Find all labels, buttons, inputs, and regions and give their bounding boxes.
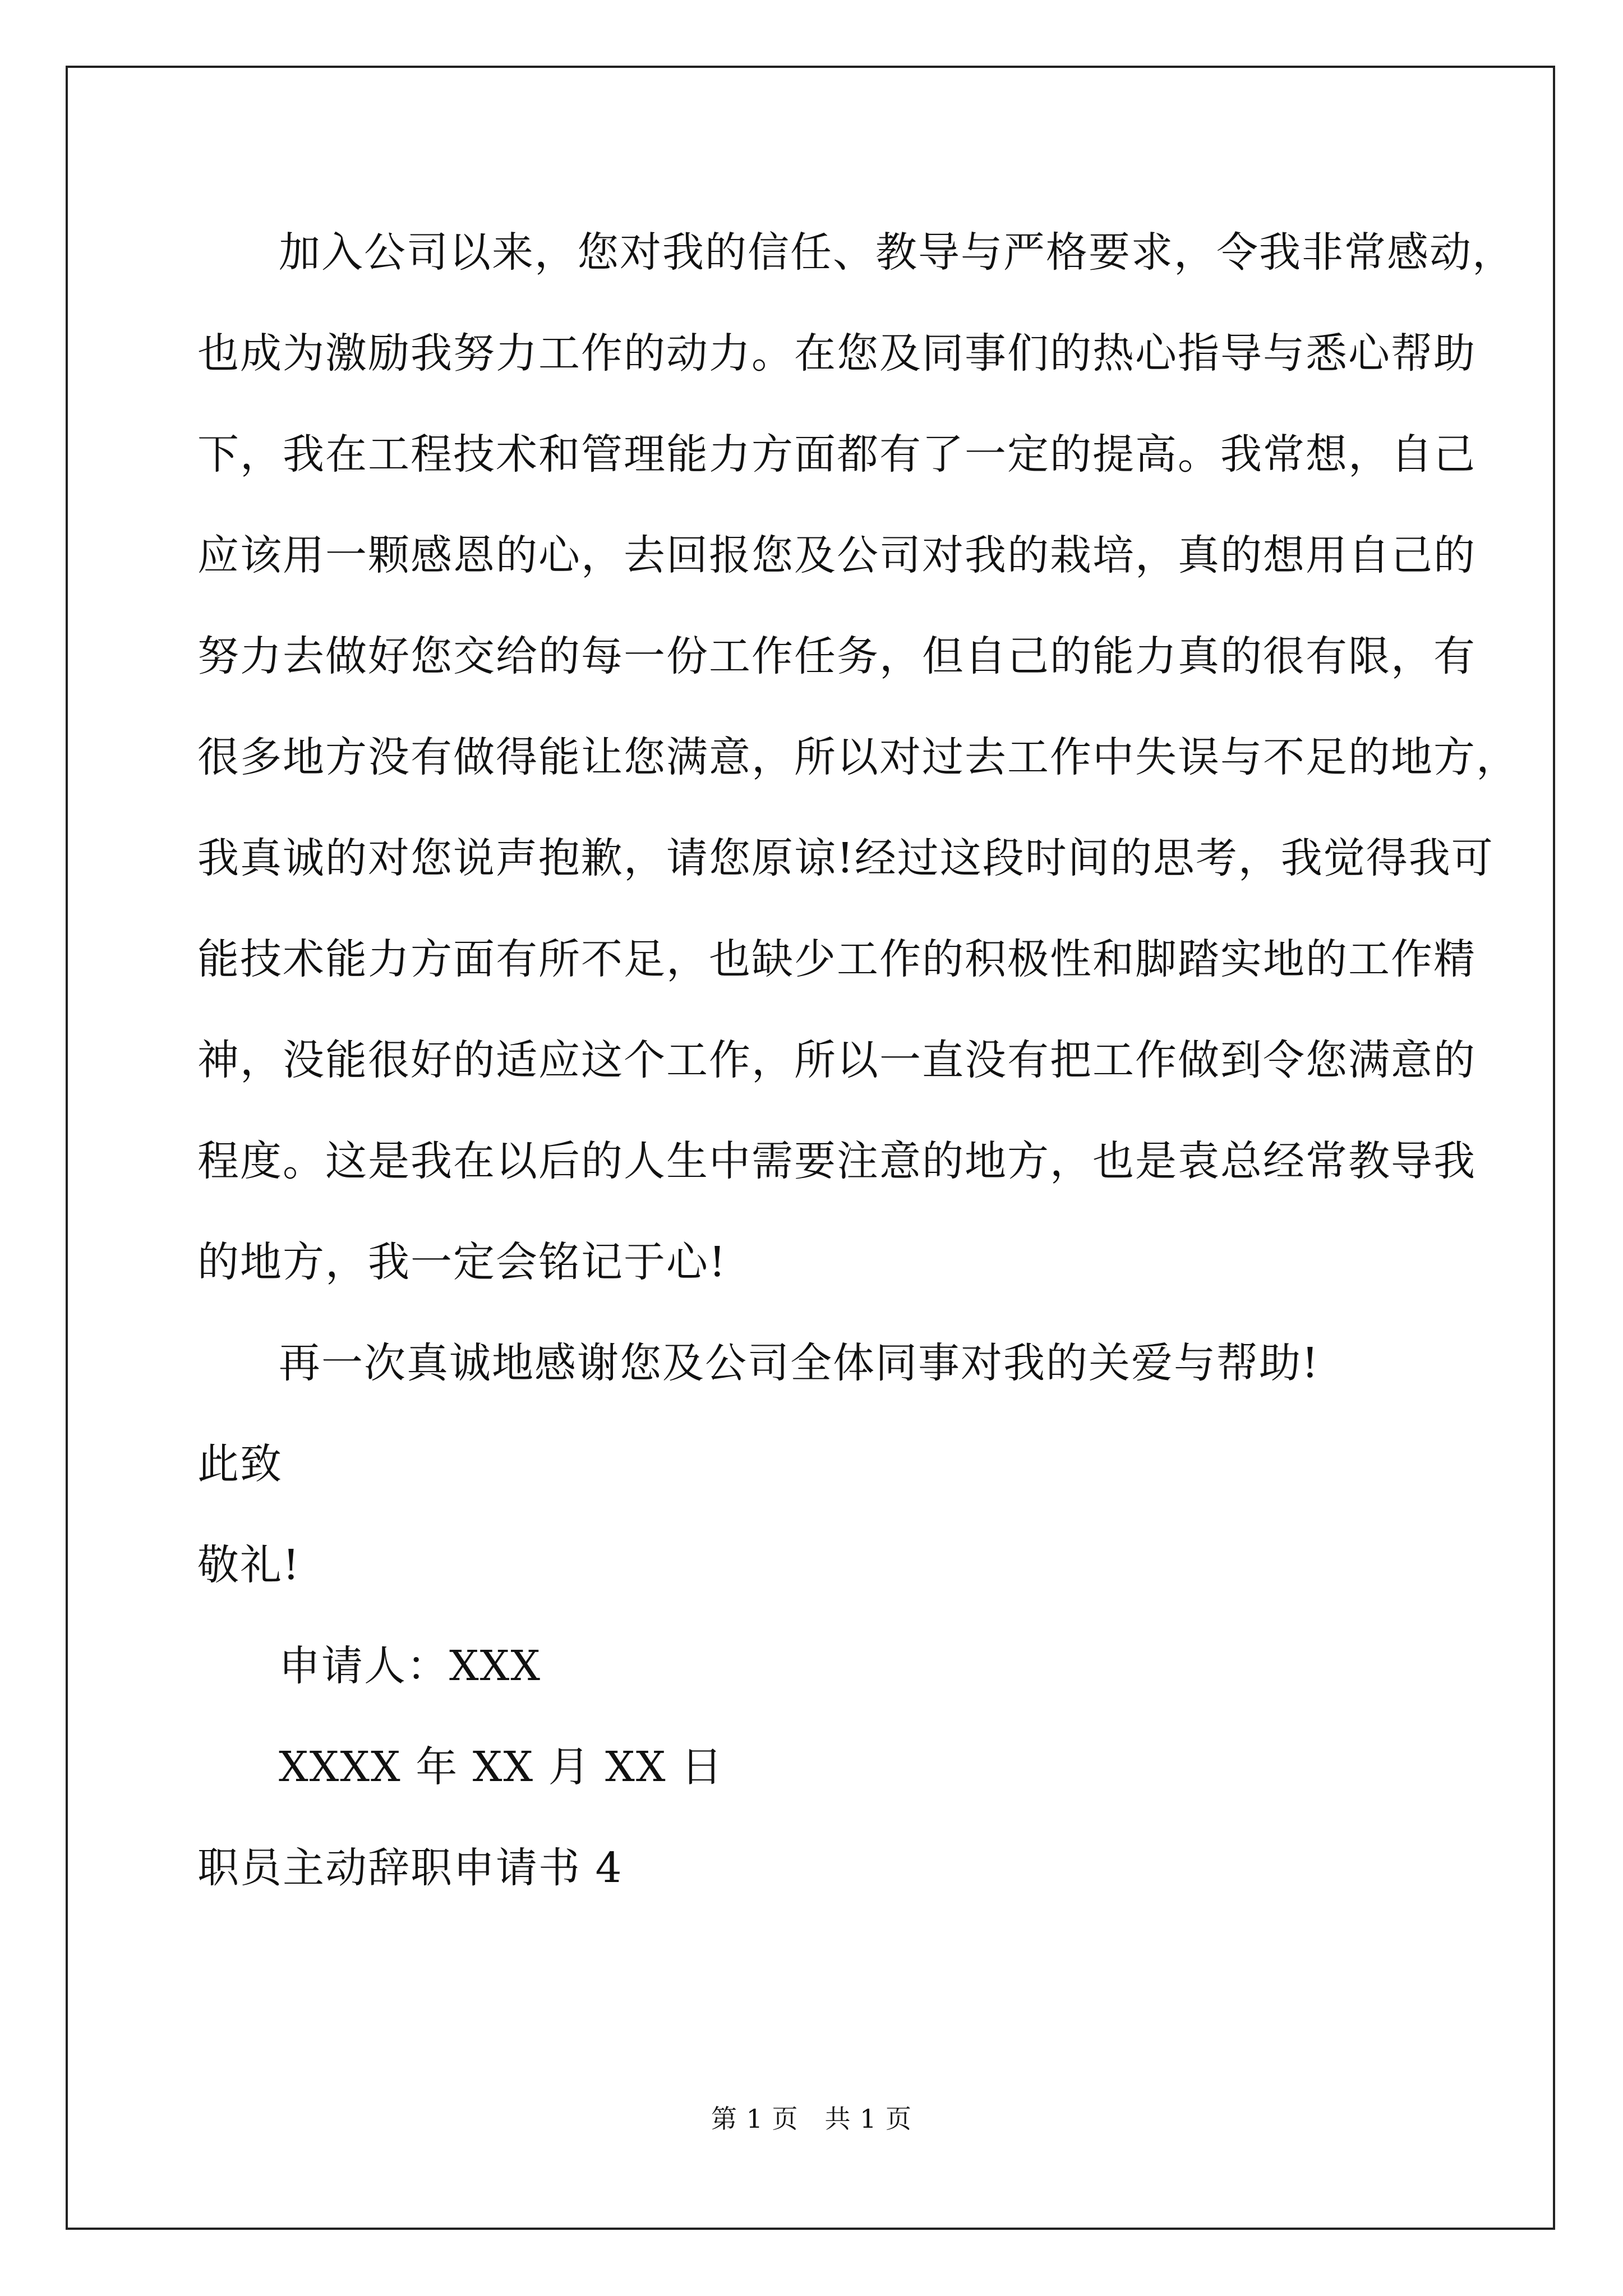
paragraph-1-line-3: 下，我在工程技术和管理能力方面都有了一定的提高。我常想，自己 xyxy=(197,430,1476,478)
closing-salutation: 此致 xyxy=(197,1440,283,1488)
page-footer: 第 1 页 共 1 页 xyxy=(711,2104,912,2134)
paragraph-1-line-8: 能技术能力方面有所不足，也缺少工作的积极性和脚踏实地的工作精 xyxy=(197,935,1476,983)
paragraph-1-line-11: 的地方，我一定会铭记于心! xyxy=(197,1238,727,1286)
paragraph-2: 再一次真诚地感谢您及公司全体同事对我的关爱与帮助! xyxy=(279,1339,1320,1387)
paragraph-1-line-5: 努力去做好您交给的每一份工作任务，但自己的能力真的很有限，有 xyxy=(197,632,1476,680)
next-section-title: 职员主动辞职申请书 4 xyxy=(197,1844,623,1892)
paragraph-1-line-6: 很多地方没有做得能让您满意，所以对过去工作中失误与不足的地方， xyxy=(197,733,1519,781)
paragraph-1-line-9: 神，没能很好的适应这个工作，所以一直没有把工作做到令您满意的 xyxy=(197,1036,1476,1084)
closing-regards: 敬礼! xyxy=(197,1541,301,1589)
paragraph-1-line-1: 加入公司以来，您对我的信任、教导与严格要求，令我非常感动， xyxy=(279,228,1515,277)
paragraph-1-line-4: 应该用一颗感恩的心，去回报您及公司对我的栽培，真的想用自己的 xyxy=(197,531,1476,579)
date-line: XXXX 年 XX 月 XX 日 xyxy=(279,1743,724,1791)
paragraph-1-line-10: 程度。这是我在以后的人生中需要注意的地方，也是袁总经常教导我 xyxy=(197,1137,1476,1185)
applicant-signature: 申请人：XXX xyxy=(279,1642,542,1690)
paragraph-1-line-2: 也成为激励我努力工作的动力。在您及同事们的热心指导与悉心帮助 xyxy=(197,329,1476,378)
paragraph-1-line-7: 我真诚的对您说声抱歉，请您原谅!经过这段时间的思考，我觉得我可 xyxy=(197,834,1494,882)
